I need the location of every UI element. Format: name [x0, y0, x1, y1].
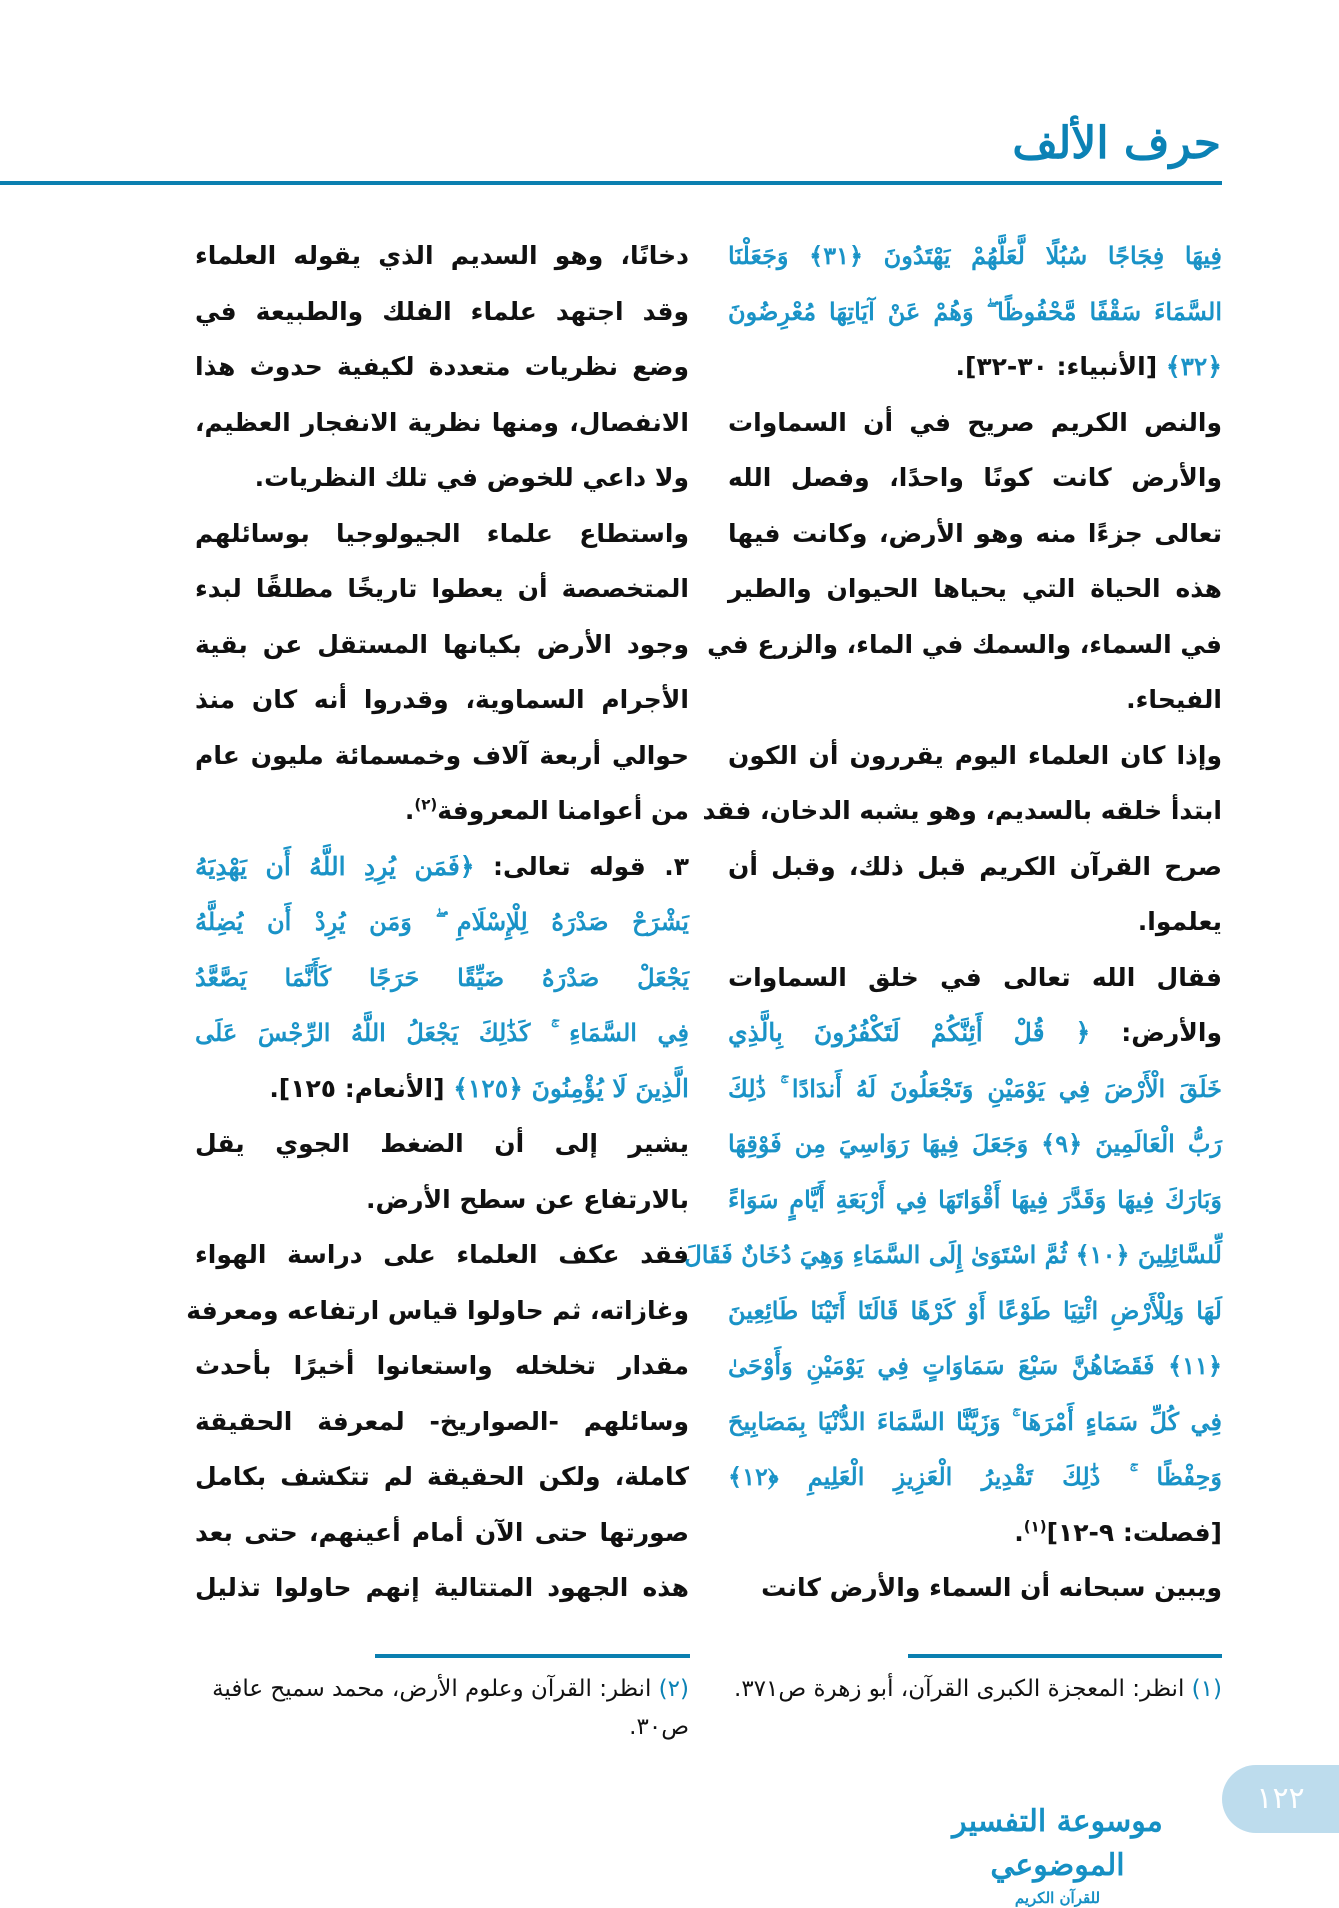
text-line	[195, 617, 689, 673]
body-text: وضع نظريات متعددة لكيفية حدوث هذا	[195, 352, 689, 381]
quran-verse: لِّلسَّائِلِينَ ﴿١٠﴾ ثُمَّ اسْتَوَىٰ إِلَى السَّمَاءِ وَهِيَ دُخَانٌ فَقَالَ	[684, 1240, 1222, 1269]
body-text: واستطاع علماء الجيولوجيا بوسائلهم	[195, 518, 689, 548]
body-text: وإذا كان العلماء اليوم يقررون أن الكون	[728, 740, 1222, 770]
text-line	[728, 284, 1222, 340]
body-text: الانفصال، ومنها نظرية الانفجار العظيم،	[195, 407, 689, 437]
text-line	[195, 284, 689, 340]
text-line	[728, 228, 1222, 284]
body-text: فقال الله تعالى في خلق السماوات	[728, 962, 1222, 992]
text-line	[728, 1116, 1222, 1172]
text-line	[195, 1505, 689, 1561]
text-line	[195, 228, 689, 284]
body-text: ٣. قوله تعالى:	[474, 851, 690, 881]
body-text: .	[404, 796, 415, 825]
body-text: حوالي أربعة آلاف وخمسمائة مليون عام	[195, 740, 689, 770]
body-text: والنص الكريم صريح في أن السماوات	[728, 407, 1222, 437]
text-line	[195, 950, 689, 1006]
text-line	[195, 1116, 689, 1172]
text-line	[728, 1283, 1222, 1339]
text-line	[195, 1172, 689, 1228]
body-text: المتخصصة أن يعطوا تاريخًا مطلقًا لبدء	[195, 574, 689, 603]
body-text: ولا داعي للخوض في تلك النظريات.	[254, 463, 689, 492]
body-text: ابتدأ خلقه بالسديم، وهو يشبه الدخان، فقد	[702, 796, 1222, 825]
body-text: صرح القرآن الكريم قبل ذلك، وقبل أن	[728, 851, 1222, 881]
body-text: بالارتفاع عن سطح الأرض.	[366, 1184, 689, 1214]
page-number: ١٢٢	[1222, 1765, 1339, 1833]
body-text: تعالى جزءًا منه وهو الأرض، وكانت فيها	[728, 518, 1222, 548]
body-text: [الأنبياء: ٣٠-٣٢].	[955, 352, 1166, 381]
footnote-rule-left	[375, 1654, 690, 1658]
text-line	[728, 1394, 1222, 1450]
text-line	[186, 1283, 689, 1339]
text-line	[728, 1505, 1222, 1561]
text-line	[728, 950, 1222, 1006]
body-text: ويبين سبحانه أن السماء والأرض كانت	[761, 1573, 1222, 1602]
quran-verse: يَشْرَحْ صَدْرَهُ لِلْإِسْلَامِ ۖ وَمَن يُرِدْ أَن يُضِلَّهُ	[195, 907, 689, 936]
footnote-number: (٢)	[658, 1676, 689, 1702]
footnote-2	[195, 1670, 689, 1746]
logo-subtitle: للقرآن الكريم	[1014, 1889, 1101, 1907]
quran-verse: وَحِفْظًا ۚ ذَٰلِكَ تَقْدِيرُ الْعَزِيزِ الْعَلِيمِ ﴿١٢﴾	[728, 1462, 1222, 1491]
chapter-title: حرف الألف	[1012, 118, 1221, 169]
text-line	[728, 1061, 1222, 1117]
footnote-text: انظر: القرآن وعلوم الأرض، محمد سميح عافية ص٣٠.	[212, 1676, 689, 1740]
body-text: وسائلهم -الصواريخ- لمعرفة الحقيقة	[195, 1406, 689, 1436]
quran-verse: السَّمَاءَ سَقْفًا مَّحْفُوظًا ۖ وَهُمْ عَنْ آيَاتِهَا مُعْرِضُونَ	[728, 296, 1222, 326]
text-line	[195, 839, 689, 895]
body-text: وجود الأرض بكيانها المستقل عن بقية	[195, 629, 689, 659]
text-line	[728, 1172, 1222, 1228]
header-rule	[0, 181, 1222, 185]
quran-verse: ﴿ قُلْ أَئِنَّكُمْ لَتَكْفُرُونَ بِالَّذِي	[728, 1018, 1091, 1047]
quran-verse: يَجْعَلْ صَدْرَهُ ضَيِّقًا حَرَجًا كَأَنَّمَا يَصَّعَّدُ	[195, 962, 689, 992]
quran-verse: خَلَقَ الْأَرْضَ فِي يَوْمَيْنِ وَتَجْعَلُونَ لَهُ أَندَادًا ۚ ذَٰلِكَ	[728, 1073, 1222, 1103]
text-line	[195, 1338, 689, 1394]
body-text: مقدار تخلخله واستعانوا أخيرًا بأحدث	[195, 1351, 689, 1380]
text-line	[728, 339, 1222, 395]
text-line	[728, 1449, 1222, 1505]
text-line	[195, 561, 689, 617]
footnote-number: (١)	[1191, 1676, 1222, 1702]
body-text: يشير إلى أن الضغط الجوي يقل	[195, 1129, 689, 1158]
text-line	[684, 1227, 1222, 1283]
text-line	[195, 1005, 689, 1061]
text-line	[728, 1338, 1222, 1394]
text-line	[195, 1560, 689, 1616]
text-line	[195, 1061, 689, 1117]
body-text: هذه الحياة التي يحياها الحيوان والطير	[728, 574, 1222, 603]
body-text: .	[1014, 1517, 1024, 1547]
body-text: صورتها حتى الآن أمام أعينهم، حتى بعد	[195, 1517, 689, 1547]
text-line	[195, 1449, 689, 1505]
body-text: الفيحاء.	[1126, 685, 1222, 714]
quran-verse: الَّذِينَ لَا يُؤْمِنُونَ ﴿١٢٥﴾	[453, 1073, 689, 1103]
text-line	[195, 728, 689, 784]
text-line	[195, 450, 689, 506]
footnote-ref: (٢)	[414, 795, 438, 814]
text-line	[728, 839, 1222, 895]
text-line	[728, 894, 1222, 950]
text-line	[728, 728, 1222, 784]
text-line	[728, 450, 1222, 506]
body-text: [الأنعام: ١٢٥].	[269, 1073, 454, 1103]
text-line	[707, 617, 1222, 673]
text-line	[195, 395, 689, 451]
quran-verse: لَهَا وَلِلْأَرْضِ ائْتِيَا طَوْعًا أَوْ كَرْهًا قَالَتَا أَتَيْنَا طَائِعِينَ	[728, 1295, 1222, 1325]
body-text: والأرض:	[1090, 1018, 1222, 1047]
text-line	[195, 1227, 689, 1283]
quran-verse: فِي كُلِّ سَمَاءٍ أَمْرَهَا ۚ وَزَيَّنَّا السَّمَاءَ الدُّنْيَا بِمَصَابِيحَ	[728, 1406, 1222, 1436]
text-line	[728, 672, 1222, 728]
body-text: فقد عكف العلماء على دراسة الهواء	[195, 1240, 689, 1269]
text-line	[702, 783, 1222, 839]
quran-verse: فِيهَا فِجَاجًا سُبُلًا لَّعَلَّهُمْ يَهْتَدُونَ ﴿٣١﴾ وَجَعَلْنَا	[728, 241, 1222, 270]
text-line	[195, 1394, 689, 1450]
body-text: [فصلت: ٩-١٢]	[1046, 1517, 1222, 1547]
body-text: كاملة، ولكن الحقيقة لم تتكشف بكامل	[195, 1462, 689, 1491]
quran-verse: ﴿١١﴾ فَقَضَاهُنَّ سَبْعَ سَمَاوَاتٍ فِي يَوْمَيْنِ وَأَوْحَىٰ	[728, 1351, 1222, 1380]
body-text: من أعوامنا المعروفة	[437, 796, 689, 825]
body-text: دخانًا، وهو السديم الذي يقوله العلماء	[195, 241, 689, 270]
encyclopedia-logo	[935, 1800, 1180, 1907]
text-line	[195, 339, 689, 395]
quran-verse: رَبُّ الْعَالَمِينَ ﴿٩﴾ وَجَعَلَ فِيهَا رَوَاسِيَ مِن فَوْقِهَا	[728, 1129, 1222, 1158]
quran-verse: ﴿فَمَن يُرِدِ اللَّهُ أَن يَهْدِيَهُ	[195, 851, 475, 881]
footnote-1	[728, 1670, 1222, 1708]
text-line	[728, 1560, 1222, 1616]
left-column	[186, 228, 690, 1616]
quran-verse: ﴿٣٢﴾	[1165, 352, 1222, 381]
body-text: والأرض كانت كونًا واحدًا، وفصل الله	[728, 463, 1222, 492]
body-text: وغازاته، ثم حاولوا قياس ارتفاعه ومعرفة	[186, 1295, 689, 1325]
text-line	[195, 672, 689, 728]
body-text: في السماء، والسمك في الماء، والزرع في	[707, 629, 1222, 659]
text-line	[195, 894, 689, 950]
body-text: وقد اجتهد علماء الفلك والطبيعة في	[195, 296, 689, 326]
logo-title: موسوعة التفسير الموضوعي	[952, 1804, 1163, 1883]
text-line	[195, 506, 689, 562]
text-line	[728, 1005, 1222, 1061]
body-text: يعلموا.	[1137, 907, 1222, 936]
text-line	[728, 561, 1222, 617]
body-text: الأجرام السماوية، وقدروا أنه كان منذ	[195, 685, 689, 714]
text-line	[728, 506, 1222, 562]
footnote-ref: (١)	[1023, 1517, 1047, 1536]
footnote-text: انظر: المعجزة الكبرى القرآن، أبو زهرة ص٣٧١.	[734, 1676, 1192, 1702]
quran-verse: فِي السَّمَاءِ ۚ كَذَٰلِكَ يَجْعَلُ اللَّهُ الرِّجْسَ عَلَى	[195, 1018, 689, 1047]
text-line	[195, 783, 689, 839]
quran-verse: وَبَارَكَ فِيهَا وَقَدَّرَ فِيهَا أَقْوَاتَهَا فِي أَرْبَعَةِ أَيَّامٍ سَوَاءً	[728, 1184, 1222, 1214]
text-line	[728, 395, 1222, 451]
body-text: هذه الجهود المتتالية إنهم حاولوا تذليل	[195, 1573, 689, 1602]
right-column	[684, 228, 1222, 1616]
footnote-rule-right	[908, 1654, 1222, 1658]
